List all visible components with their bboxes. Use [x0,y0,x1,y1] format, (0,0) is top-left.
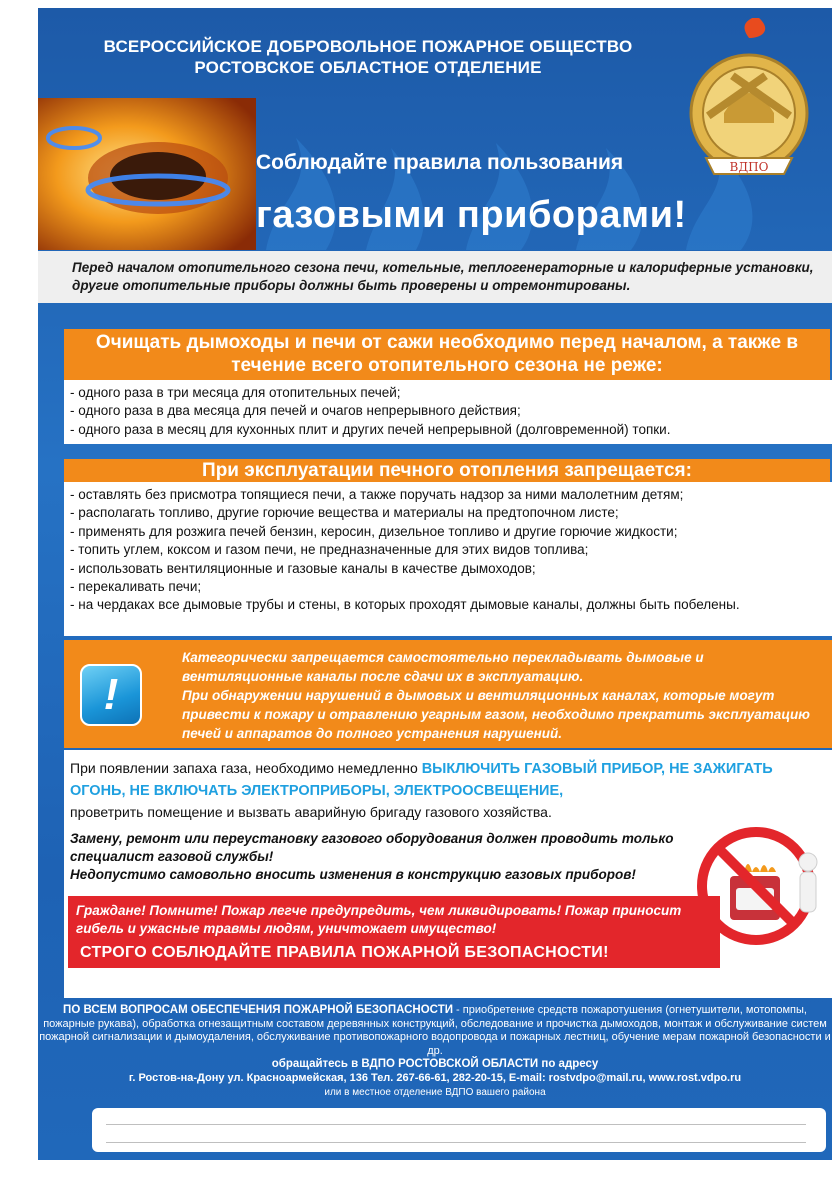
list-item: - одного раза в два месяца для печей и очагов непрерывного действия; [70,403,521,419]
cleaning-list [64,380,832,444]
poster [38,8,832,1160]
warning-panel [64,640,832,748]
gas-highlight-text: ВЫКЛЮЧИТЬ ГАЗОВЫЙ ПРИБОР, НЕ ЗАЖИГАТЬ ОГОНЬ, НЕ ВКЛЮЧАТЬ ЭЛЕКТРОПРИБОРЫ, ЭЛЕКТРООСВЕЩЕНИЕ, [70,761,773,799]
org-line-2: РОСТОВСКОЕ ОБЛАСТНОЕ ОТДЕЛЕНИЕ [194,58,542,77]
warning-text-1: Категорически запрещается самостоятельно перекладывать дымовые и вентиляционные каналы после сдачи их в эксплуатацию. [182,650,704,684]
repair-text-1: Замену, ремонт или переустановку газового оборудования должен проводить только специалист газовой службы! [70,831,674,864]
warning-text [182,648,822,743]
emblem-label: ВДПО [729,160,769,174]
list-item: - перекаливать печи; [70,579,202,595]
footer-services: - приобретение средств пожаротушения (огнетушители, мотопомпы, пожарные рукава), обработка огнезащитным составом деревянных конструкций, обследование и прочистка дымоходов, монтаж и обслуживание систем пожарной сигнализации и дымоудаления, обслуживание противопожарного водопровода и пожарных лестниц, обучение мерам пожарной безопасности и др. [39,1004,831,1057]
footer-address: г. Ростов-на-Дону ул. Красноармейская, 136 Тел. 267-66-61, 282-20-15, E-mail: rostvdpo@mail.ru, www.rost.vdpo.ru [128,1071,742,1084]
appeal-banner [68,896,720,968]
intro-banner [38,251,832,303]
exclamation-icon: ! [80,664,142,726]
footer-contact-title: обращайтесь в ВДПО РОСТОВСКОЙ ОБЛАСТИ по адресу [271,1058,599,1071]
cleaning-title: Очищать дымоходы и печи от сажи необходимо перед началом, а также в течение всего отопительного сезона не реже: [64,329,830,381]
footer-info [38,1004,832,1099]
warning-text-2: При обнаружении нарушений в дымовых и вентиляционных каналах, которые могут привести к пожару и отравлению угарным газом, необходимо прекратить эксплуатацию печей и аппаратов до полного устранения нарушений. [182,688,810,741]
notes-line [106,1142,806,1143]
appeal-strong-text: СТРОГО СОБЛЮДАЙТЕ ПРАВИЛА ПОЖАРНОЙ БЕЗОПАСНОСТИ! [80,944,609,961]
headline-line-1: Соблюдайте правила пользования [256,151,624,174]
list-item: - одного раза в три месяца для отопительных печей; [70,385,401,400]
footer-local-office: или в местное отделение ВДПО вашего района [324,1086,546,1098]
footer-lead: ПО ВСЕМ ВОПРОСАМ ОБЕСПЕЧЕНИЯ ПОЖАРНОЙ БЕЗОПАСНОСТИ [63,1004,453,1016]
gas-lead-text: При появлении запаха газа, необходимо немедленно [70,760,422,776]
appeal-text: Граждане! Помните! Пожар легче предупредить, чем ликвидировать! Пожар приносит гибель и ужасные травмы людям, уничтожает имущество! [76,903,682,936]
list-item: - использовать вентиляционные и газовые каналы в качестве дымоходов; [70,560,536,576]
list-item: - оставлять без присмотра топящиеся печи, а также поручать надзор за ними малолетним детям; [70,487,684,502]
gas-smell-instructions [70,758,830,823]
intro-text: Перед началом отопительного сезона печи, котельные, теплогенераторные и калориферные установки, другие отопительные приборы должны быть проверены и отремонтированы. [72,260,814,293]
list-item: - располагать топливо, другие горючие вещества и материалы на предтопочном листе; [70,505,619,521]
repair-text-2: Недопустимо самовольно вносить изменения в конструкцию газовых приборов! [70,867,636,882]
list-item: - одного раза в месяц для кухонных плит и других печей непрерывной (долговременной) топки. [70,421,671,437]
repair-notice [70,830,690,884]
notes-line [106,1124,806,1125]
prohibited-title: При эксплуатации печного отопления запрещается: [64,459,830,482]
footer [38,998,832,1160]
notes-box [92,1108,826,1152]
vdpo-emblem-icon [684,18,814,188]
prohibited-list [64,482,832,636]
org-line-1: ВСЕРОССИЙСКОЕ ДОБРОВОЛЬНОЕ ПОЖАРНОЕ ОБЩЕСТВО [103,37,633,56]
list-item: - применять для розжига печей бензин, керосин, дизельное топливо и другие горючие жидкости; [70,523,678,539]
gas-safety-section [64,750,832,998]
list-item: - топить углем, коксом и газом печи, не предназначенные для этих видов топлива; [70,542,589,558]
headline-line-2: газовыми приборами! [256,194,687,236]
list-item: - на чердаках все дымовые трубы и стены, в которых проходят дымовые каналы, должны быть побелены. [70,597,740,613]
gas-burner-image [38,98,256,250]
gas-tail-text: проветрить помещение и вызвать аварийную бригаду газового хозяйства. [70,804,552,820]
organization-title [38,36,698,78]
